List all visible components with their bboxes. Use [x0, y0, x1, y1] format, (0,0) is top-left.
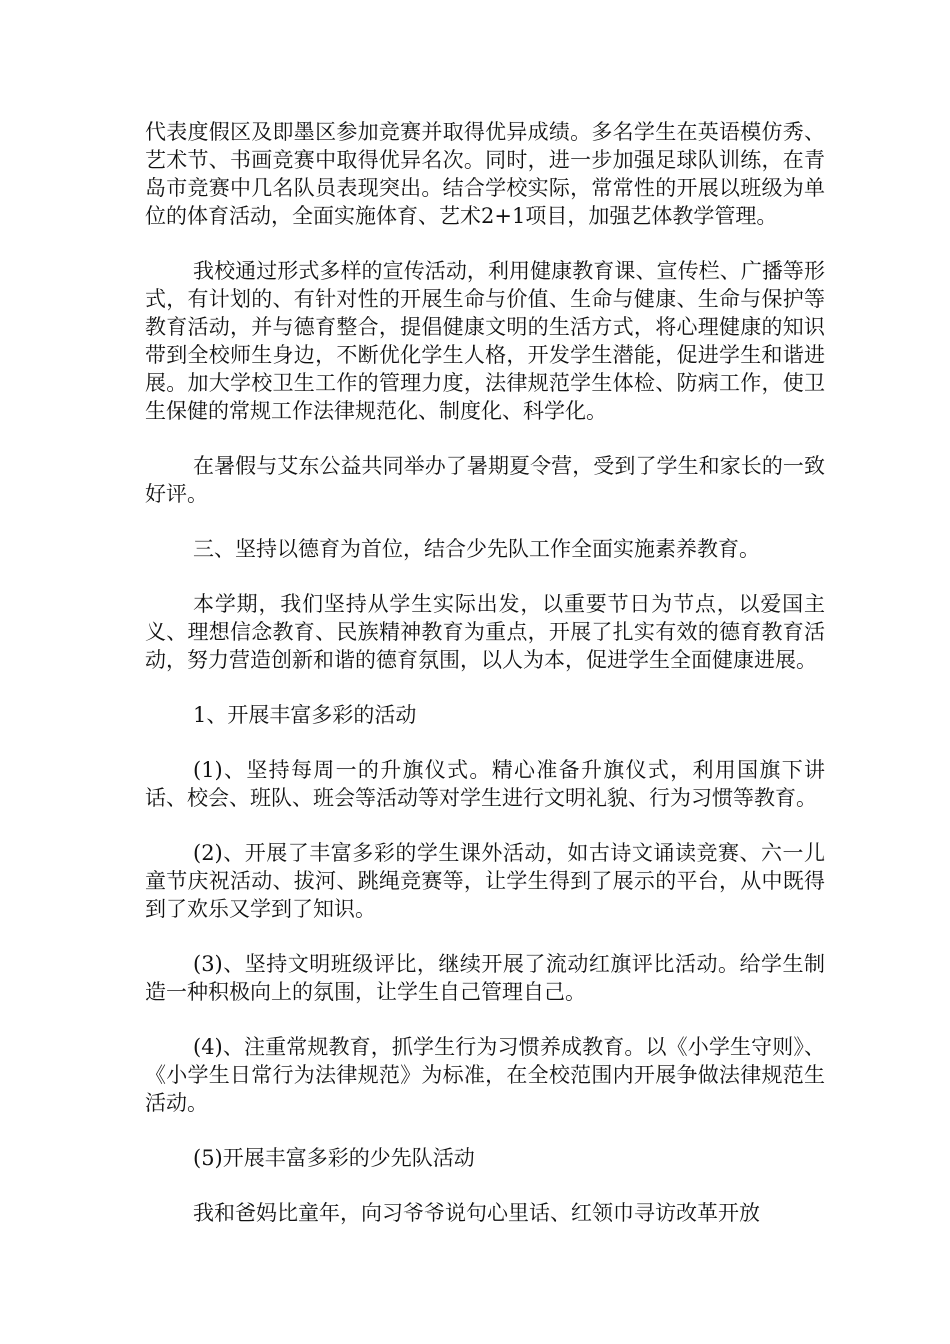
section-heading: 三、坚持以德育为首位，结合少先队工作全面实施素养教育。: [193, 537, 760, 561]
document-body: [145, 118, 825, 1254]
list-item: (2)、开展了丰富多彩的学生课外活动，如古诗文诵读竞赛、六一儿童节庆祝活动、拔河、跳绳竞赛等，让学生得到了展示的平台，从中既得到了欢乐又学到了知识。: [145, 841, 825, 921]
list-item: (5)开展丰富多彩的少先队活动: [193, 1146, 475, 1170]
list-item: (3)、坚持文明班级评比，继续开展了流动红旗评比活动。给学生制造一种积极向上的氛围，让学生自己管理自己。: [145, 952, 825, 1004]
subsection-heading: 1、开展丰富多彩的活动: [193, 703, 417, 727]
list-item: (1)、坚持每周一的升旗仪式。精心准备升旗仪式，利用国旗下讲话、校会、班队、班会等活动等对学生进行文明礼貌、行为习惯等教育。: [145, 758, 825, 810]
paragraph: 我校通过形式多样的宣传活动，利用健康教育课、宣传栏、广播等形式，有计划的、有针对性的开展生命与价值、生命与健康、生命与保护等教育活动，并与德育整合，提倡健康文明的生活方式，将心理健康的知识带到全校师生身边，不断优化学生人格，开发学生潜能，促进学生和谐进展。加大学校卫生工作的管理力度，法律规范学生体检、防病工作，使卫生保健的常规工作法律规范化、制度化、科学化。: [145, 259, 825, 423]
paragraph: 本学期，我们坚持从学生实际出发，以重要节日为节点，以爱国主义、理想信念教育、民族精神教育为重点，开展了扎实有效的德育教育活动，努力营造创新和谐的德育氛围，以人为本，促进学生全面健康进展。: [145, 592, 825, 672]
paragraph: 在暑假与艾东公益共同举办了暑期夏令营，受到了学生和家长的一致好评。: [145, 454, 825, 506]
paragraph: 我和爸妈比童年，向习爷爷说句心里话、红领巾寻访改革开放: [193, 1201, 760, 1225]
list-item: (4)、注重常规教育，抓学生行为习惯养成教育。以《小学生守则》、《小学生日常行为法律规范》为标准，在全校范围内开展争做法律规范生活动。: [145, 1035, 825, 1115]
paragraph: 代表度假区及即墨区参加竞赛并取得优异成绩。多名学生在英语模仿秀、艺术节、书画竞赛中取得优异名次。同时，进一步加强足球队训练，在青岛市竞赛中几名队员表现突出。结合学校实际，常常性的开展以班级为单位的体育活动，全面实施体育、艺术2+1项目，加强艺体教学管理。: [145, 120, 825, 228]
